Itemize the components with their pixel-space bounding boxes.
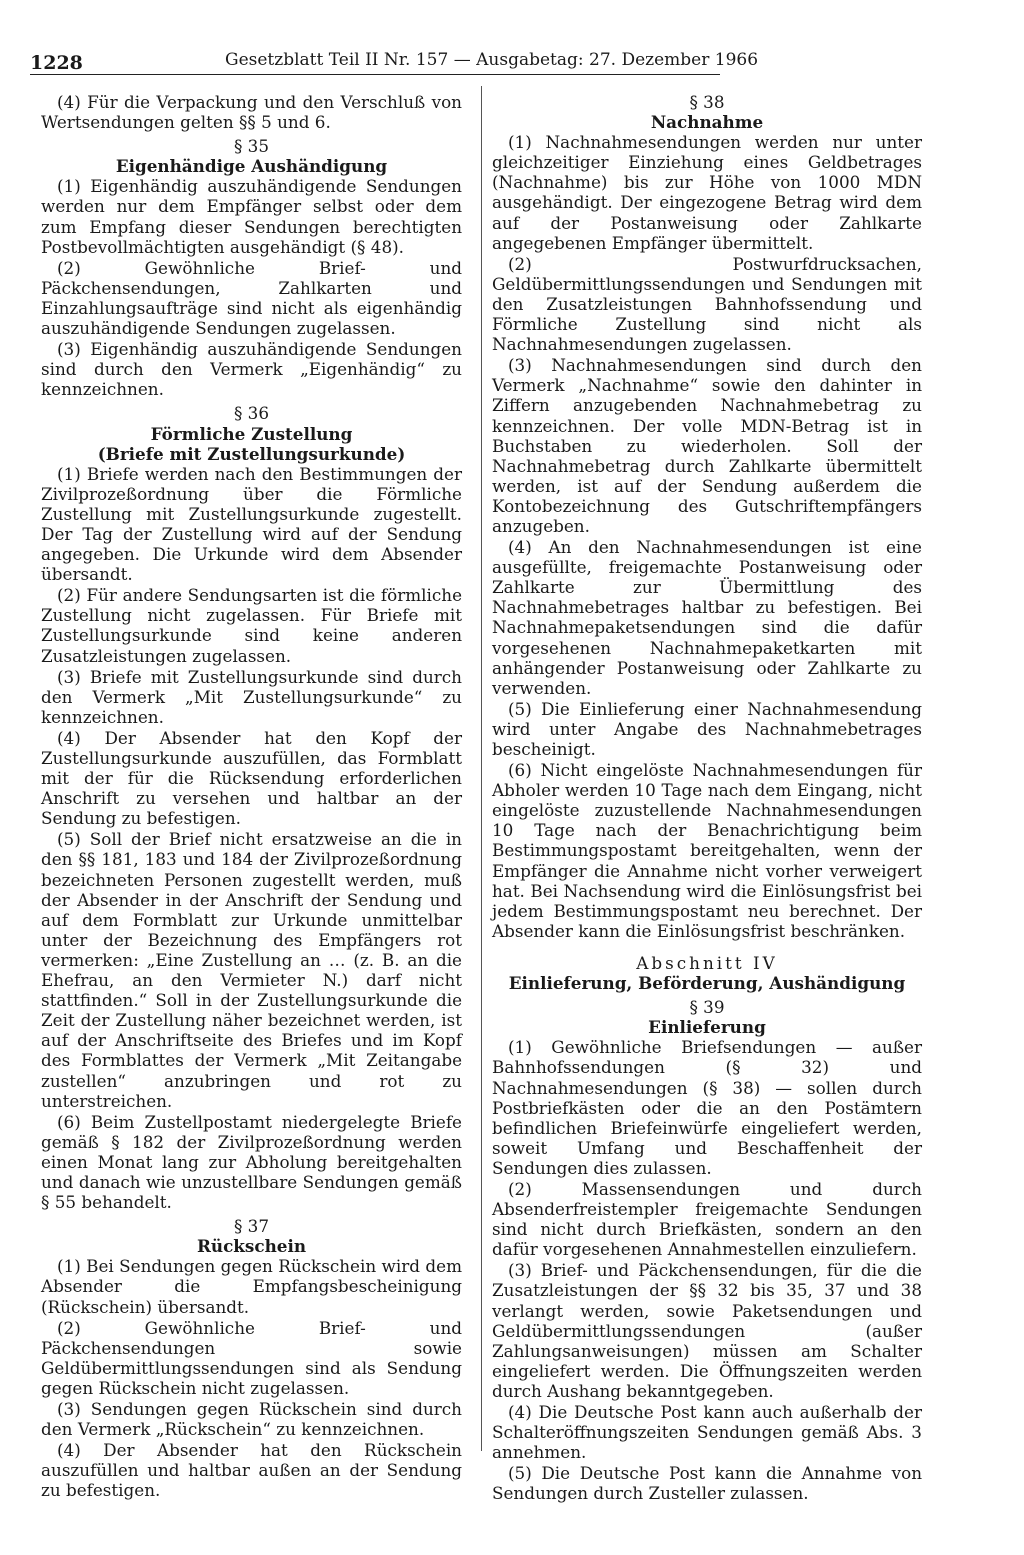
part-title: Einlieferung, Beförderung, Aushändigung bbox=[508, 973, 906, 994]
column-divider bbox=[481, 86, 482, 1451]
paragraph: (4) Der Absender hat den Rückschein auszufüllen und haltbar außen an der Sendung zu befestigen. bbox=[41, 1440, 462, 1501]
page-header bbox=[30, 46, 759, 75]
paragraph: (5) Die Deutsche Post kann die Annahme von Sendungen durch Zusteller zulassen. bbox=[492, 1463, 922, 1504]
paragraph: (5) Die Einlieferung einer Nachnahmesendung wird unter Angabe des Nachnahmebetrages bescheinigt. bbox=[492, 698, 922, 759]
section-title: Rückschein bbox=[196, 1236, 307, 1257]
section-title: Förmliche Zustellung bbox=[150, 423, 353, 444]
section-number: § 38 bbox=[689, 92, 725, 112]
section-number: § 37 bbox=[233, 1216, 270, 1237]
section-title: Einlieferung bbox=[648, 1017, 766, 1038]
paragraph: (5) Soll der Brief nicht ersatzweise an die in den §§ 181, 183 und 184 der Zivilprozeßordnung bezeichneten Personen zugestellt werden, muß der Absender in der Anschrift der Sendung und auf dem Formblatt zur Urkunde unmittelbar unter der Bezeichnung des Empfängers rot vermerken: „Eine Zustellung an … (z. B. an die Ehefrau, an den Vermieter N.) darf nicht stattfinden.“ Soll in der Zustellungsurkunde die Zeit der Zustellung näher bezeichnet werden, ist auf der Anschriftseite des Briefes und im Kopf des Formblattes der Vermerk „Mit Zeitangabe zustellen“ anzubringen und rot zu unterstreichen. bbox=[41, 829, 462, 1111]
page-number: 1228 bbox=[30, 52, 83, 74]
section-title: Nachnahme bbox=[650, 112, 764, 133]
left-column bbox=[41, 92, 462, 1501]
right-column bbox=[492, 92, 922, 1504]
section-subtitle: (Briefe mit Zustellungsurkunde) bbox=[97, 443, 406, 464]
section-number: § 36 bbox=[233, 403, 270, 424]
paragraph: (1) Eigenhändig auszuhändigende Sendungen werden nur dem Empfänger selbst oder dem zum Empfang dieser Sendungen berechtigten Postbevollmächtigten ausgehändigt (§ 48). bbox=[41, 176, 462, 257]
paragraph: (6) Nicht eingelöste Nachnahmesendungen für Abholer werden 10 Tage nach dem Eingang, nicht eingelöste zuzustellende Nachnahmesendungen 10 Tage nach der Benachrichtigung beim Bestimmungspostamt bereitgehalten, wenn der Empfänger die Annahme nicht vorher verweigert hat. Bei Nachsendung wird die Einlösungsfrist bei jedem Bestimmungspostamt neu berechnet. Der Absender kann die Einlösungsfrist beschränken. bbox=[492, 760, 922, 941]
section-number: § 35 bbox=[233, 136, 270, 157]
paragraph: (2) Gewöhnliche Brief- und Päckchensendungen, Zahlkarten und Einzahlungsaufträge sind nicht als eigenhändig auszuhändigende Sendungen zugelassen. bbox=[41, 257, 462, 339]
paragraph: (2) Massensendungen und durch Absenderfreistempler freigemachte Sendungen sind nicht durch Briefkästen, sondern an den dafür vorgesehenen Annahmestellen einzuliefern. bbox=[492, 1178, 922, 1260]
section-number: § 39 bbox=[689, 997, 725, 1018]
paragraph: (3) Brief- und Päckchensendungen, für die die Zusatzleistungen der §§ 32 bis 35, 37 und 38 verlangt werden, sowie Paketsendungen und Geldübermittlungssendungen (außer Zahlungsanweisungen) müssen am Schalter eingeliefert werden. Die Öffnungszeiten werden durch Aushang bekanntgegeben. bbox=[492, 1260, 922, 1401]
paragraph: (1) Bei Sendungen gegen Rückschein wird dem Absender die Empfangsbescheinigung (Rückschein) übersandt. bbox=[41, 1256, 462, 1317]
paragraph: (2) Für andere Sendungsarten ist die förmliche Zustellung nicht zugelassen. Für Briefe mit Zustellungsurkunde sind keine anderen Zusatzleistungen zugelassen. bbox=[41, 585, 462, 666]
running-title: Gesetzblatt Teil II Nr. 157 — Ausgabetag: 27. Dezember 1966 bbox=[225, 50, 759, 70]
part-heading: Abschnitt IV bbox=[636, 952, 778, 973]
paragraph: (2) Postwurfdrucksachen, Geldübermittlungssendungen und Sendungen mit den Zusatzleistungen Bahnhofssendung und Förmliche Zustellung sind nicht als Nachnahmesendungen zugelassen. bbox=[492, 253, 922, 355]
paragraph: (4) Die Deutsche Post kann auch außerhalb der Schalteröffnungszeiten Sendungen gemäß Abs. 3 annehmen. bbox=[492, 1402, 922, 1463]
paragraph: (3) Eigenhändig auszuhändigende Sendungen sind durch den Vermerk „Eigenhändig“ zu kennzeichnen. bbox=[41, 339, 462, 400]
paragraph: (3) Nachnahmesendungen sind durch den Vermerk „Nachnahme“ sowie den dahinter in Ziffern anzugebenden Nachnahmebetrag zu kennzeichnen. Der volle MDN-Betrag ist in Buchstaben zu wiederholen. Soll der Nachnahmebetrag durch Zahlkarte übermittelt werden, ist auf der Sendung außerdem die Kontobezeichnung des Gutschriftempfängers anzugeben. bbox=[492, 355, 922, 536]
paragraph: (4) Der Absender hat den Kopf der Zustellungsurkunde auszufüllen, das Formblatt mit der für die Rücksendung erforderlichen Anschrift zu versehen und haltbar an der Sendung zu befestigen. bbox=[41, 727, 462, 829]
paragraph: (4) Für die Verpackung und den Verschluß von Wertsendungen gelten §§ 5 und 6. bbox=[41, 92, 462, 133]
paragraph: (3) Sendungen gegen Rückschein sind durch den Vermerk „Rückschein“ zu kennzeichnen. bbox=[41, 1399, 462, 1440]
paragraph: (1) Gewöhnliche Briefsendungen — außer Bahnhofssendungen (§ 32) und Nachnahmesendungen (§ 38) — sollen durch Postbriefkästen oder die an den Postämtern befindlichen Briefeinwürfe eingeliefert werden, soweit Umfang und Beschaffenheit der Sendungen dies zulassen. bbox=[492, 1037, 922, 1178]
paragraph: (1) Briefe werden nach den Bestimmungen der Zivilprozeßordnung über die Förmliche Zustellung mit Zustellungsurkunde zugestellt. Der Tag der Zustellung wird auf der Sendung angegeben. Die Urkunde wird dem Absender übersandt. bbox=[41, 463, 462, 585]
paragraph: (2) Gewöhnliche Brief- und Päckchensendungen sowie Geldübermittlungssendungen sind als Sendung gegen Rückschein nicht zugelassen. bbox=[41, 1317, 462, 1398]
paragraph: (1) Nachnahmesendungen werden nur unter gleichzeitiger Einziehung eines Geldbetrages (Nachnahme) bis zur Höhe von 1000 MDN ausgehändigt. Der eingezogene Betrag wird dem auf der Postanweisung oder Zahlkarte angegebenen Empfänger übermittelt. bbox=[492, 132, 922, 253]
section-title: Eigenhändige Aushändigung bbox=[115, 156, 388, 177]
paragraph: (6) Beim Zustellpostamt niedergelegte Briefe gemäß § 182 der Zivilprozeßordnung werden einen Monat lang zur Abholung bereitgehalten und danach wie unzustellbare Sendungen gemäß § 55 behandelt. bbox=[41, 1111, 462, 1213]
paragraph: (4) An den Nachnahmesendungen ist eine ausgefüllte, freigemachte Postanweisung oder Zahlkarte zur Übermittlung des Nachnahmebetrages haltbar zu befestigen. Bei Nachnahmepaketsendungen sind die dafür vorgesehenen Nachnahmepaketkarten mit anhängender Postanweisung oder Zahlkarte zu verwenden. bbox=[492, 537, 922, 698]
paragraph: (3) Briefe mit Zustellungsurkunde sind durch den Vermerk „Mit Zustellungsurkunde“ zu kennzeichnen. bbox=[41, 666, 462, 727]
